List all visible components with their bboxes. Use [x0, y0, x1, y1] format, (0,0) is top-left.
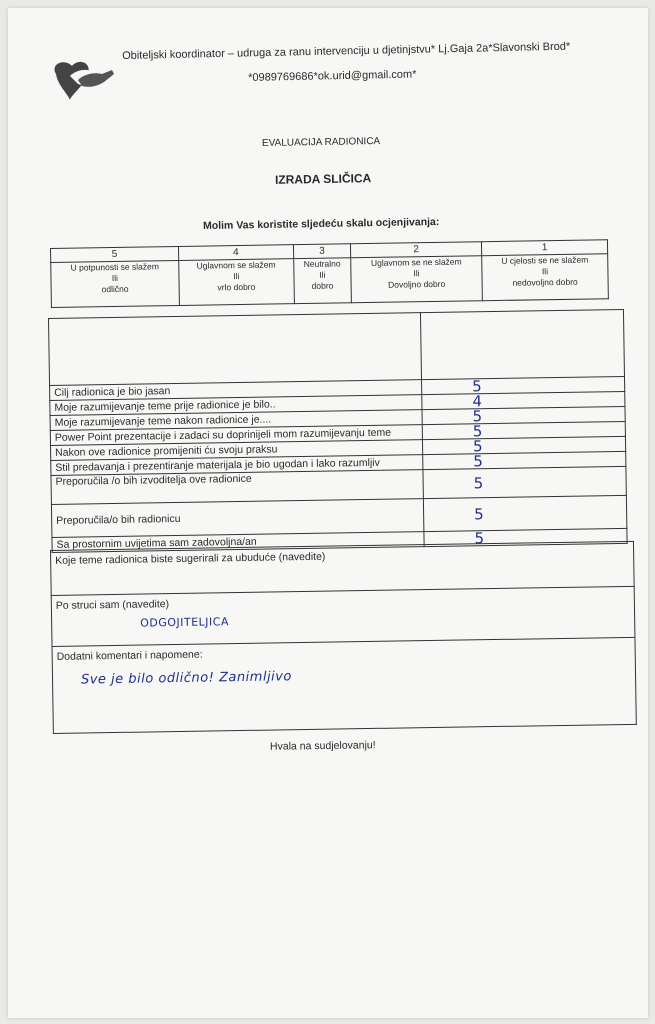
scale-description: U cjelosti se ne slažem Ili nedovoljno dobro	[482, 254, 609, 301]
thank-you-note: Hvala na sudjelovanju!	[269, 739, 376, 753]
scale-instruction: Molim Vas koristite sljedeću skalu ocjenjivanja:	[202, 215, 440, 233]
questions-table	[48, 309, 628, 553]
evaluation-heading: EVALUACIJA RADIONICA	[261, 135, 381, 150]
question-answer[interactable]: 5	[423, 451, 626, 469]
question-text: Moje razumijevanje teme prije radionice je bilo..	[50, 395, 422, 416]
scale-description: Uglavnom se slažem Ili vrlo dobro	[179, 259, 295, 306]
comments-value: Sve je bilo odlično! Zanimljivo	[80, 669, 293, 688]
answer-header-cell	[420, 309, 624, 379]
question-answer[interactable]: 5	[424, 528, 627, 546]
questions-header-row	[49, 309, 625, 385]
profession-cell[interactable]	[51, 586, 635, 646]
scale-description-row	[51, 254, 609, 308]
question-answer[interactable]: 5	[422, 406, 625, 424]
question-text: Stil predavanja i prezentiranje materijala je bio ugodan i lako razumljiv	[51, 455, 423, 476]
scale-description: U potpunosti se slažem Ili odlično	[51, 260, 180, 307]
scale-description: Neutralno Ili dobro	[293, 258, 351, 304]
question-text: Cilj radionica je bio jasan	[50, 380, 422, 401]
question-text: Preporučila/o bih radionicu	[51, 499, 423, 538]
question-text: Sa prostornim uvijetima sam zadovoljna/an	[52, 532, 424, 553]
profession-value: ODGOJITELJICA	[140, 615, 230, 630]
question-answer[interactable]: 5	[422, 436, 625, 454]
open-questions-table	[50, 541, 637, 734]
question-answer[interactable]: 5	[422, 376, 625, 394]
scale-number: 1	[482, 240, 608, 256]
suggestions-label: Koje teme radionica biste sugerirali za ubuduće (navedite)	[55, 550, 326, 567]
comments-row	[52, 637, 636, 733]
header-org-line: Obiteljski koordinator – udruga za ranu intervenciju u djetinjstvu* Lj.Gaja 2a*Slavonski Brod*	[122, 40, 571, 62]
question-answer[interactable]: 4	[422, 391, 625, 409]
scale-description: Uglavnom se ne slažem Ili Dovoljno dobro	[351, 256, 483, 303]
scale-number: 4	[178, 245, 293, 261]
profession-label: Po struci sam (navedite)	[55, 598, 170, 612]
scale-number: 3	[293, 244, 351, 259]
scale-number: 5	[51, 246, 179, 262]
comments-label: Dodatni komentari i napomene:	[56, 648, 203, 663]
page-title: IZRADA SLIČICA	[274, 171, 372, 187]
question-answer[interactable]: 5	[423, 466, 626, 498]
question-text: Moje razumijevanje teme nakon radionice je....	[50, 410, 422, 431]
question-answer[interactable]: 5	[422, 421, 625, 439]
header-contact-line: *0989769686*ok.urid@gmail.com*	[248, 68, 417, 84]
question-header-cell	[49, 313, 422, 386]
question-answer[interactable]: 5	[423, 495, 626, 531]
hands-heart-logo	[48, 56, 118, 106]
question-text: Nakon ove radionice promijeniti ću svoju praksu	[51, 440, 423, 461]
question-text: Power Point prezentacije i zadaci su doprinijeli mom razumijevanju teme	[50, 425, 422, 446]
rating-scale-table	[50, 239, 609, 308]
question-text: Preporučila /o bih izvoditelja ove radionice	[51, 470, 423, 505]
profession-row	[51, 586, 635, 646]
comments-cell[interactable]	[52, 637, 636, 733]
scale-number: 2	[351, 242, 482, 258]
